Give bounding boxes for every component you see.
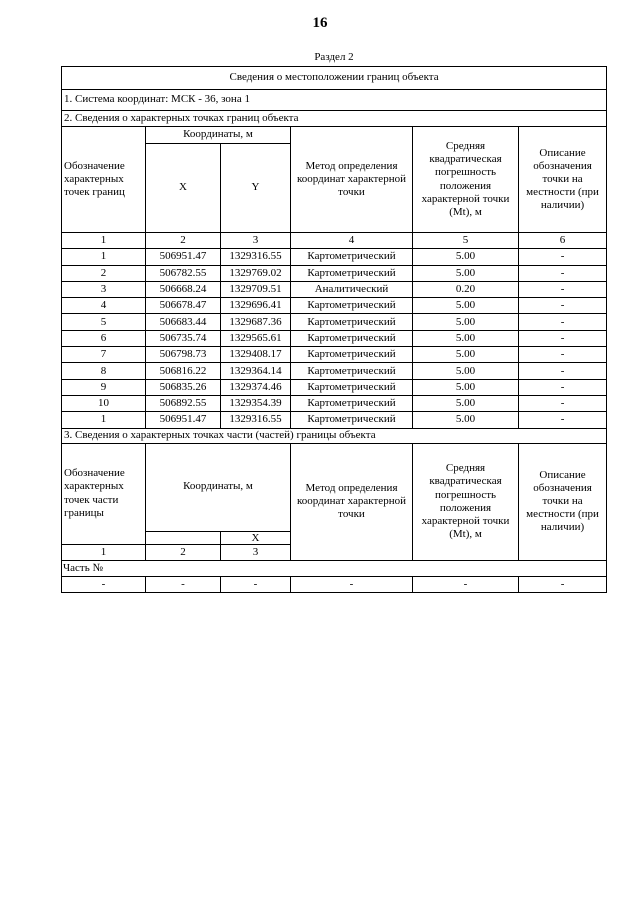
point-y: 1329374.46 <box>221 379 291 395</box>
point-number: 1 <box>62 412 146 428</box>
header-method: Метод определения координат характерной точки <box>291 127 413 233</box>
point-number: 7 <box>62 347 146 363</box>
part-label: Часть № <box>62 560 607 576</box>
table-row <box>62 314 607 330</box>
table-row <box>62 412 607 428</box>
header-error: Средняя квадратическая погрешность положения характерной точки (Mt), м <box>413 443 519 560</box>
point-method: Картометрический <box>291 395 413 411</box>
header-coordinates: Координаты, м <box>146 127 291 144</box>
table-row <box>62 281 607 297</box>
point-description: - <box>519 347 607 363</box>
point-description: - <box>519 298 607 314</box>
point-error: 5.00 <box>413 249 519 265</box>
point-method: Картометрический <box>291 379 413 395</box>
point-description: - <box>519 330 607 346</box>
boundary-table <box>61 66 607 593</box>
point-x: 506951.47 <box>146 249 221 265</box>
col-num: 6 <box>519 233 607 249</box>
point-error: 5.00 <box>413 330 519 346</box>
point-description: - <box>519 314 607 330</box>
part-cell: - <box>221 577 291 593</box>
point-error: 5.00 <box>413 412 519 428</box>
point-number: 2 <box>62 265 146 281</box>
point-number: 5 <box>62 314 146 330</box>
point-description: - <box>519 379 607 395</box>
point-x: 506782.55 <box>146 265 221 281</box>
point-y: 1329565.61 <box>221 330 291 346</box>
table-row <box>62 249 607 265</box>
point-number: 4 <box>62 298 146 314</box>
point-y: 1329709.51 <box>221 281 291 297</box>
point-method: Картометрический <box>291 249 413 265</box>
point-number: 9 <box>62 379 146 395</box>
point-method: Картометрический <box>291 330 413 346</box>
point-description: - <box>519 412 607 428</box>
point-method: Картометрический <box>291 412 413 428</box>
point-number: 3 <box>62 281 146 297</box>
point-y: 1329687.36 <box>221 314 291 330</box>
header-coordinates: Координаты, м <box>146 443 291 531</box>
header-error: Средняя квадратическая погрешность положения характерной точки (Mt), м <box>413 127 519 233</box>
col-num: 2 <box>146 233 221 249</box>
point-y: 1329316.55 <box>221 412 291 428</box>
point-description: - <box>519 249 607 265</box>
point-number: 10 <box>62 395 146 411</box>
point-method: Аналитический <box>291 281 413 297</box>
part-cell: - <box>413 577 519 593</box>
point-method: Картометрический <box>291 298 413 314</box>
table-row <box>62 395 607 411</box>
point-error: 5.00 <box>413 395 519 411</box>
section-2-heading: 2. Сведения о характерных точках границ объекта <box>62 111 607 127</box>
page-number: 16 <box>312 15 328 31</box>
header-x: X <box>221 531 291 544</box>
point-error: 0.20 <box>413 281 519 297</box>
column-number-row <box>62 233 607 249</box>
point-method: Картометрический <box>291 265 413 281</box>
table-row <box>62 347 607 363</box>
point-x: 506951.47 <box>146 412 221 428</box>
col-num: 2 <box>146 544 221 560</box>
point-x: 506678.47 <box>146 298 221 314</box>
part-cell: - <box>519 577 607 593</box>
header-x: X <box>146 144 221 233</box>
point-y: 1329696.41 <box>221 298 291 314</box>
col-num: 1 <box>62 544 146 560</box>
point-method: Картометрический <box>291 363 413 379</box>
header-description: Описание обозначения точки на местности (при наличии) <box>519 127 607 233</box>
point-x: 506668.24 <box>146 281 221 297</box>
point-x: 506798.73 <box>146 347 221 363</box>
point-description: - <box>519 281 607 297</box>
point-x: 506835.26 <box>146 379 221 395</box>
point-x: 506892.55 <box>146 395 221 411</box>
point-y: 1329364.14 <box>221 363 291 379</box>
point-y: 1329354.39 <box>221 395 291 411</box>
section-3-heading: 3. Сведения о характерных точках части (частей) границы объекта <box>62 428 607 443</box>
col-num: 3 <box>221 233 291 249</box>
table-row <box>62 379 607 395</box>
point-error: 5.00 <box>413 314 519 330</box>
point-method: Картометрический <box>291 314 413 330</box>
table-row <box>62 265 607 281</box>
point-description: - <box>519 363 607 379</box>
point-x: 506683.44 <box>146 314 221 330</box>
point-error: 5.00 <box>413 347 519 363</box>
header-designation: Обозначение характерных точек границ <box>62 127 146 233</box>
col-num: 4 <box>291 233 413 249</box>
point-error: 5.00 <box>413 379 519 395</box>
table-row <box>62 330 607 346</box>
point-y: 1329316.55 <box>221 249 291 265</box>
point-x: 506735.74 <box>146 330 221 346</box>
part-cell: - <box>62 577 146 593</box>
part-row <box>62 577 607 593</box>
point-description: - <box>519 265 607 281</box>
point-number: 8 <box>62 363 146 379</box>
col-num: 3 <box>221 544 291 560</box>
table-row <box>62 298 607 314</box>
header-method: Метод определения координат характерной точки <box>291 443 413 560</box>
point-error: 5.00 <box>413 363 519 379</box>
point-number: 1 <box>62 249 146 265</box>
part-cell: - <box>291 577 413 593</box>
header-y: Y <box>221 144 291 233</box>
col-num: 1 <box>62 233 146 249</box>
point-error: 5.00 <box>413 298 519 314</box>
col-num: 5 <box>413 233 519 249</box>
header-designation-part: Обозначение характерных точек части границы <box>62 443 146 544</box>
point-y: 1329769.02 <box>221 265 291 281</box>
point-y: 1329408.17 <box>221 347 291 363</box>
header-designation-part-tail <box>146 531 221 544</box>
coordinate-system: 1. Система координат: МСК - 36, зона 1 <box>62 90 607 111</box>
table-row <box>62 363 607 379</box>
section-label: Раздел 2 <box>314 51 354 63</box>
header-description: Описание обозначения точки на местности (при наличии) <box>519 443 607 560</box>
point-number: 6 <box>62 330 146 346</box>
point-error: 5.00 <box>413 265 519 281</box>
point-x: 506816.22 <box>146 363 221 379</box>
point-method: Картометрический <box>291 347 413 363</box>
point-description: - <box>519 395 607 411</box>
table-title: Сведения о местоположении границ объекта <box>62 67 607 90</box>
part-cell: - <box>146 577 221 593</box>
